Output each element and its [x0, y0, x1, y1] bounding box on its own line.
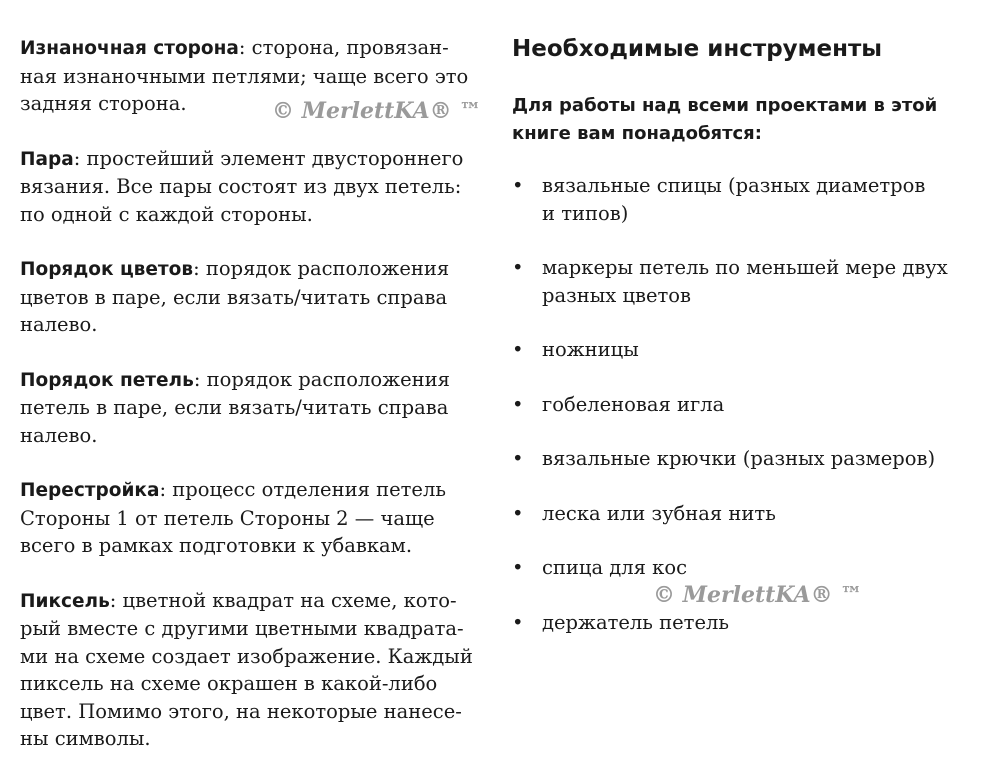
- bullet-icon: •: [512, 174, 524, 197]
- bullet-icon: •: [512, 338, 524, 361]
- list-item-text: ножницы: [542, 338, 639, 361]
- list-item: [512, 554, 982, 582]
- glossary-definition: : простейший элемент двустороннего вязания. Все пары состоят из двух петель: по одной с каждой стороны.: [20, 146, 464, 226]
- glossary-entry: [20, 476, 490, 560]
- section-heading: Необходимые инструменты: [512, 36, 883, 62]
- glossary-term: Порядок петель: [20, 369, 194, 391]
- list-item-text: держатель петель: [542, 610, 729, 634]
- glossary-term: Порядок цветов: [20, 259, 194, 280]
- bullet-icon: •: [512, 556, 524, 579]
- list-item-text: гобеленовая игла: [542, 392, 725, 416]
- tools-column: [512, 34, 982, 663]
- list-item: [512, 500, 982, 528]
- watermark: © MerlettKA® ™: [272, 98, 482, 124]
- glossary-term: Пара: [20, 148, 74, 170]
- watermark: © MerlettKA® ™: [653, 582, 863, 608]
- glossary-entry: [20, 366, 490, 450]
- bullet-icon: •: [512, 256, 524, 279]
- list-item: [512, 445, 982, 473]
- tools-list: [512, 172, 982, 636]
- bullet-icon: •: [512, 610, 524, 634]
- glossary-definition: : порядок расположения петель в паре, если вязать/читать справа налево.: [20, 367, 450, 447]
- list-item-text: леска или зубная нить: [542, 501, 776, 525]
- glossary-definition: : сторона, провязан- ная изнаночными петлями; чаще всего это задняя сторона.: [20, 36, 469, 115]
- glossary-term: Перестройка: [20, 480, 160, 501]
- list-item-text: маркеры петель по меньшей мере двух разных цветов: [542, 256, 948, 307]
- list-item-text: вязальные крючки (разных размеров): [542, 447, 936, 470]
- list-item: [512, 254, 982, 309]
- glossary-term: Изнаночная сторона: [20, 38, 239, 59]
- bullet-icon: •: [512, 447, 524, 470]
- glossary-definition: : цветной квадрат на схеме, кото- рый вместе с другими цветными квадрата- ми на схеме создает изображение. Каждый пиксель на схеме окрашен в какой-либо цвет. Помимо этого, на некоторые нанесе- ны символы.: [20, 588, 473, 750]
- glossary-entry: [20, 145, 490, 229]
- glossary-term: Пиксель: [20, 590, 110, 612]
- list-item-text: спица для кос: [542, 556, 688, 579]
- glossary-entry: [20, 255, 490, 339]
- glossary-definition: : процесс отделения петель Стороны 1 от петель Стороны 2 — чаще всего в рамках подготовки к убавкам.: [20, 478, 446, 557]
- list-item: [512, 391, 982, 419]
- bullet-icon: •: [512, 392, 524, 416]
- list-item: [512, 609, 982, 637]
- section-subheading: Для работы над всеми проектами в этой книге вам понадобятся:: [512, 95, 938, 144]
- glossary-entry: [20, 587, 490, 753]
- bullet-icon: •: [512, 501, 524, 525]
- list-item: [512, 336, 982, 364]
- list-item: [512, 172, 982, 227]
- glossary-definition: : порядок расположения цветов в паре, если вязать/читать справа налево.: [20, 257, 450, 336]
- list-item-text: вязальные спицы (разных диаметров и типов): [542, 174, 926, 225]
- glossary-column: [20, 34, 490, 780]
